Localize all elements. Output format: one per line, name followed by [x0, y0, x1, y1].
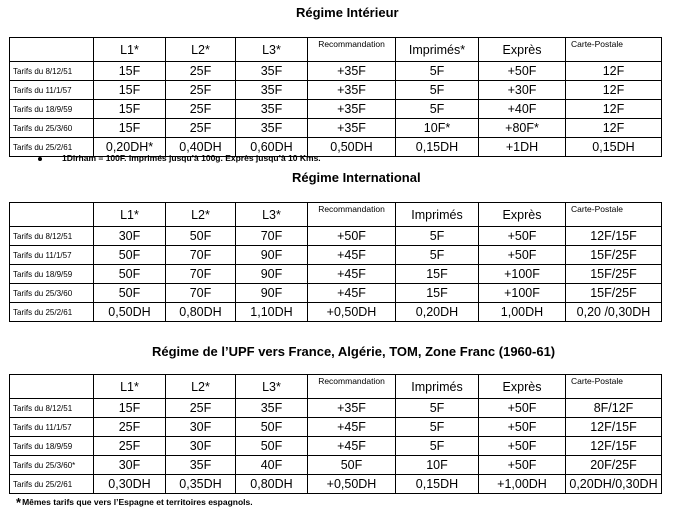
rate-cell: 40F — [236, 456, 308, 475]
column-header: Carte-Postale — [566, 203, 662, 227]
rate-cell: 0,35DH — [166, 475, 236, 494]
rate-cell: 12F — [566, 119, 662, 138]
table-row — [10, 81, 662, 100]
row-label: Tarifs du 8/12/51 — [10, 227, 94, 246]
footnote-star: * — [16, 495, 22, 510]
rate-cell: 15F/25F — [566, 246, 662, 265]
section-title-international: Régime International — [292, 170, 421, 185]
rate-cell: 35F — [166, 456, 236, 475]
table-header-row — [10, 38, 662, 62]
rate-cell: 15F — [396, 284, 479, 303]
row-label: Tarifs du 25/2/61 — [10, 138, 94, 157]
column-header: Recommandation — [308, 38, 396, 62]
rate-cell: 12F/15F — [566, 418, 662, 437]
rate-cell: 25F — [94, 418, 166, 437]
rate-cell: 5F — [396, 418, 479, 437]
rate-cell: +1DH — [479, 138, 566, 157]
footnote-espagne-text: Mêmes tarifs que vers l’Espagne et territoires espagnols. — [22, 497, 253, 507]
row-label: Tarifs du 18/9/59 — [10, 437, 94, 456]
rate-cell: +45F — [308, 284, 396, 303]
table-row — [10, 418, 662, 437]
rate-cell: 5F — [396, 227, 479, 246]
header-corner-cell — [10, 38, 94, 62]
rate-cell: 50F — [94, 284, 166, 303]
rate-cell: 15F/25F — [566, 284, 662, 303]
table-row — [10, 100, 662, 119]
column-header: Imprimés — [396, 203, 479, 227]
rate-cell: 5F — [396, 437, 479, 456]
rate-cell: 30F — [166, 437, 236, 456]
column-header: L1* — [94, 203, 166, 227]
rate-cell: 35F — [236, 399, 308, 418]
rate-cell: 0,80DH — [166, 303, 236, 322]
rate-cell: +45F — [308, 246, 396, 265]
rate-cell: 25F — [166, 81, 236, 100]
rate-cell: 0,15DH — [566, 138, 662, 157]
table-row — [10, 475, 662, 494]
column-header: Carte-Postale — [566, 375, 662, 399]
rate-cell: +30F — [479, 81, 566, 100]
table-row — [10, 456, 662, 475]
column-header: Recommandation — [308, 375, 396, 399]
rate-cell: 0,80DH — [236, 475, 308, 494]
rate-cell: 25F — [166, 399, 236, 418]
rate-cell: 1,10DH — [236, 303, 308, 322]
rate-cell: 50F — [236, 418, 308, 437]
rate-cell: 20F/25F — [566, 456, 662, 475]
column-header: Carte-Postale — [566, 38, 662, 62]
row-label: Tarifs du 18/9/59 — [10, 265, 94, 284]
rate-cell: 0,20 /0,30DH — [566, 303, 662, 322]
rate-cell: 15F — [94, 81, 166, 100]
table-row — [10, 227, 662, 246]
column-header: Imprimés — [396, 375, 479, 399]
rate-cell: 70F — [166, 246, 236, 265]
rate-cell: 50F — [166, 227, 236, 246]
row-label: Tarifs du 8/12/51 — [10, 399, 94, 418]
rate-cell: +0,50DH — [308, 475, 396, 494]
rate-cell: 8F/12F — [566, 399, 662, 418]
rate-cell: 90F — [236, 265, 308, 284]
rate-cell: 25F — [166, 100, 236, 119]
rate-cell: 70F — [166, 284, 236, 303]
column-header: Imprimés* — [396, 38, 479, 62]
rate-cell: +35F — [308, 399, 396, 418]
rate-cell: 1,00DH — [479, 303, 566, 322]
table-row — [10, 303, 662, 322]
rate-cell: 12F — [566, 100, 662, 119]
rate-cell: +50F — [479, 437, 566, 456]
rate-cell: +45F — [308, 418, 396, 437]
table-row — [10, 399, 662, 418]
rate-cell: 15F — [94, 62, 166, 81]
column-header: L3* — [236, 38, 308, 62]
rate-cell: +80F* — [479, 119, 566, 138]
rate-cell: 10F* — [396, 119, 479, 138]
rate-cell: 50F — [94, 265, 166, 284]
rate-cell: 30F — [94, 227, 166, 246]
rate-cell: 35F — [236, 62, 308, 81]
rate-cell: +45F — [308, 437, 396, 456]
rate-cell: +35F — [308, 62, 396, 81]
rate-cell: +50F — [479, 62, 566, 81]
rate-cell: +100F — [479, 265, 566, 284]
rate-cell: +50F — [479, 456, 566, 475]
footnote-dirham-text: 1Dirham = 100F. Imprimés jusqu’à 100g. Exprès jusqu’à 10 Kms. — [62, 153, 321, 163]
section-title-interieur: Régime Intérieur — [296, 5, 399, 20]
rate-cell: 0,50DH — [94, 303, 166, 322]
table-header-row — [10, 203, 662, 227]
rate-cell: +35F — [308, 100, 396, 119]
column-header: L3* — [236, 203, 308, 227]
section-title-upf: Régime de l’UPF vers France, Algérie, TOM, Zone Franc (1960-61) — [152, 344, 556, 359]
header-corner-cell — [10, 203, 94, 227]
footnote-espagne — [16, 495, 253, 510]
rate-cell: 15F — [94, 100, 166, 119]
header-corner-cell — [10, 375, 94, 399]
row-label: Tarifs du 11/1/57 — [10, 246, 94, 265]
rate-cell: +40F — [479, 100, 566, 119]
rate-cell: 10F — [396, 456, 479, 475]
rate-cell: 15F/25F — [566, 265, 662, 284]
rate-cell: 50F — [236, 437, 308, 456]
rate-cell: +50F — [479, 246, 566, 265]
rate-cell: 90F — [236, 284, 308, 303]
row-label: Tarifs du 25/2/61 — [10, 303, 94, 322]
column-header: L1* — [94, 38, 166, 62]
row-label: Tarifs du 25/3/60 — [10, 284, 94, 303]
rate-cell: 5F — [396, 100, 479, 119]
rate-cell: 35F — [236, 81, 308, 100]
rate-cell: +35F — [308, 81, 396, 100]
rate-cell: 15F — [94, 399, 166, 418]
rate-cell: 0,15DH — [396, 475, 479, 494]
rate-cell: 90F — [236, 246, 308, 265]
rate-cell: 35F — [236, 100, 308, 119]
rate-cell: 50F — [308, 456, 396, 475]
row-label: Tarifs du 25/3/60* — [10, 456, 94, 475]
rate-cell: 25F — [94, 437, 166, 456]
column-header: Exprès — [479, 203, 566, 227]
rate-cell: 30F — [94, 456, 166, 475]
rate-cell: +100F — [479, 284, 566, 303]
rate-cell: +50F — [308, 227, 396, 246]
rates-table-upf — [9, 374, 662, 494]
rate-cell: 30F — [166, 418, 236, 437]
rate-cell: 0,20DH/0,30DH — [566, 475, 662, 494]
rates-table-interieur — [9, 37, 662, 157]
row-label: Tarifs du 25/2/61 — [10, 475, 94, 494]
column-header: L1* — [94, 375, 166, 399]
rate-cell: +0,50DH — [308, 303, 396, 322]
row-label: Tarifs du 8/12/51 — [10, 62, 94, 81]
rate-cell: 12F/15F — [566, 437, 662, 456]
table-row — [10, 284, 662, 303]
rate-cell: 70F — [166, 265, 236, 284]
rates-table-international — [9, 202, 662, 322]
table-row — [10, 62, 662, 81]
row-label: Tarifs du 11/1/57 — [10, 418, 94, 437]
rate-cell: 0,30DH — [94, 475, 166, 494]
rate-cell: +45F — [308, 265, 396, 284]
rate-cell: 15F — [94, 119, 166, 138]
rate-cell: +50F — [479, 227, 566, 246]
rate-cell: 0,15DH — [396, 138, 479, 157]
rate-cell: 12F — [566, 81, 662, 100]
rate-cell: 5F — [396, 399, 479, 418]
rate-cell: 12F/15F — [566, 227, 662, 246]
rate-cell: 0,40DH — [166, 138, 236, 157]
column-header: Exprès — [479, 38, 566, 62]
rate-cell: 70F — [236, 227, 308, 246]
rate-cell: 25F — [166, 62, 236, 81]
rate-cell: 5F — [396, 81, 479, 100]
column-header: Exprès — [479, 375, 566, 399]
row-label: Tarifs du 18/9/59 — [10, 100, 94, 119]
column-header: L2* — [166, 38, 236, 62]
column-header: L2* — [166, 203, 236, 227]
rate-cell: 0,20DH — [396, 303, 479, 322]
column-header: L3* — [236, 375, 308, 399]
rate-cell: 5F — [396, 246, 479, 265]
footnote-dirham — [38, 153, 321, 163]
column-header: Recommandation — [308, 203, 396, 227]
table-row — [10, 265, 662, 284]
rate-cell: +1,00DH — [479, 475, 566, 494]
rate-cell: 15F — [396, 265, 479, 284]
row-label: Tarifs du 25/3/60 — [10, 119, 94, 138]
rate-cell: 50F — [94, 246, 166, 265]
column-header: L2* — [166, 375, 236, 399]
table-row — [10, 119, 662, 138]
rate-cell: 25F — [166, 119, 236, 138]
table-row — [10, 246, 662, 265]
rate-cell: +50F — [479, 399, 566, 418]
rate-cell: +35F — [308, 119, 396, 138]
rate-cell: 0,50DH — [308, 138, 396, 157]
rate-cell: 0,20DH* — [94, 138, 166, 157]
row-label: Tarifs du 11/1/57 — [10, 81, 94, 100]
table-row — [10, 437, 662, 456]
bullet-icon — [38, 157, 42, 161]
rate-cell: 5F — [396, 62, 479, 81]
rate-cell: 0,60DH — [236, 138, 308, 157]
table-header-row — [10, 375, 662, 399]
rate-cell: 35F — [236, 119, 308, 138]
rate-cell: +50F — [479, 418, 566, 437]
rate-cell: 12F — [566, 62, 662, 81]
